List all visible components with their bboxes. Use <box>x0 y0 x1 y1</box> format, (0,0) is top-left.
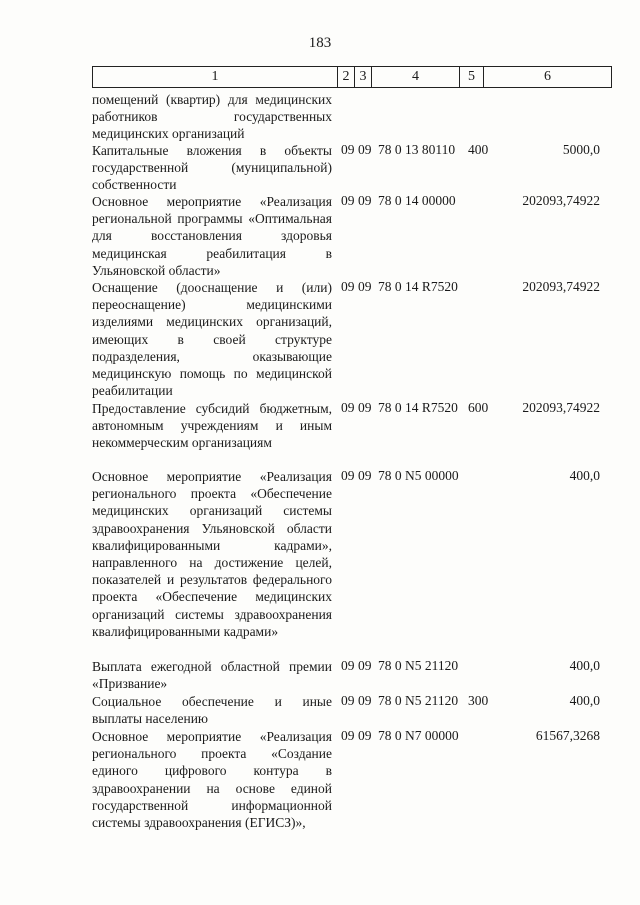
header-col-2: 2 <box>338 67 355 87</box>
row-section-code: 09 <box>341 468 355 483</box>
row-target-article: 78 0 N5 21120 <box>378 658 459 673</box>
header-col-4: 4 <box>372 67 460 87</box>
row-amount: 202093,74922 <box>522 279 600 294</box>
row-section-code: 09 <box>341 279 355 294</box>
row-target-article: 78 0 14 R7520 <box>378 279 458 294</box>
row-expense-type: 400 <box>468 142 489 157</box>
row-description: Основное мероприятие «Реализация регионального проекта «Создание единого цифрового контура в здравоохранении на основе единой государственной информационной системы здравоохранения (ЕГИСЗ)», <box>92 729 332 831</box>
row-subsection-code: 09 <box>358 193 372 208</box>
row-expense-type: 600 <box>468 400 489 415</box>
header-col-6: 6 <box>544 69 551 84</box>
row-amount: 202093,74922 <box>522 400 600 415</box>
row-expense-type: 300 <box>468 693 489 708</box>
row-target-article: 78 0 N5 21120 <box>378 693 459 708</box>
row-target-article: 78 0 N7 00000 <box>378 728 459 743</box>
row-section-code: 09 <box>341 400 355 415</box>
row-subsection-code: 09 <box>358 658 372 673</box>
header-col-1: 1 <box>93 67 338 87</box>
row-section-code: 09 <box>341 693 355 708</box>
row-target-article: 78 0 14 00000 <box>378 193 456 208</box>
row-description: Предоставление субсидий бюджетным, автономным учреждениям и иным некоммерческим организациям <box>92 401 332 451</box>
row-description: Капитальные вложения в объекты государственной (муниципальной) собственности <box>92 143 332 193</box>
row-description: Оснащение (дооснащение и (или) переоснащение) медицинскими изделиями медицинских организаций, имеющих в своей структуре подразделения, оказывающие медицинскую помощь по медицинской реабилитации <box>92 280 332 399</box>
row-section-code: 09 <box>341 658 355 673</box>
row-subsection-code: 09 <box>358 468 372 483</box>
row-description: Основное мероприятие «Реализация регионального проекта «Обеспечение медицинских организаций системы здравоохранения Ульяновской области квалифицированными кадрами», направленного на достижение целей, показателей и результатов федерального проекта «Обеспечение медицинских организаций системы здравоохранения квалифицированными кадрами» <box>92 469 332 639</box>
row-amount: 400,0 <box>569 658 600 673</box>
row-description: Основное мероприятие «Реализация региональной программы «Оптимальная для восстановления здоровья медицинская реабилитация в Ульяновской области» <box>92 194 332 278</box>
row-subsection-code: 09 <box>358 400 372 415</box>
row-amount: 400,0 <box>569 468 600 483</box>
page-number: 183 <box>308 35 332 51</box>
row-amount: 202093,74922 <box>522 193 600 208</box>
row-section-code: 09 <box>341 142 355 157</box>
row-subsection-code: 09 <box>358 693 372 708</box>
header-col-5: 5 <box>460 67 484 87</box>
row-target-article: 78 0 14 R7520 <box>378 400 458 415</box>
row-amount: 5000,0 <box>562 142 600 157</box>
row-amount: 61567,3268 <box>535 728 600 743</box>
row-target-article: 78 0 N5 00000 <box>378 468 459 483</box>
table-header <box>92 66 612 88</box>
row-description: помещений (квартир) для медицинских работников государственных медицинских организаций <box>92 92 332 142</box>
header-col-3: 3 <box>355 67 372 87</box>
row-section-code: 09 <box>341 193 355 208</box>
row-subsection-code: 09 <box>358 279 372 294</box>
row-subsection-code: 09 <box>358 728 372 743</box>
row-description: Выплата ежегодной областной премии «Призвание» <box>92 659 332 692</box>
row-target-article: 78 0 13 80110 <box>378 142 456 157</box>
row-description: Социальное обеспечение и иные выплаты населению <box>92 694 332 727</box>
row-amount: 400,0 <box>569 693 600 708</box>
row-section-code: 09 <box>341 728 355 743</box>
row-subsection-code: 09 <box>358 142 372 157</box>
